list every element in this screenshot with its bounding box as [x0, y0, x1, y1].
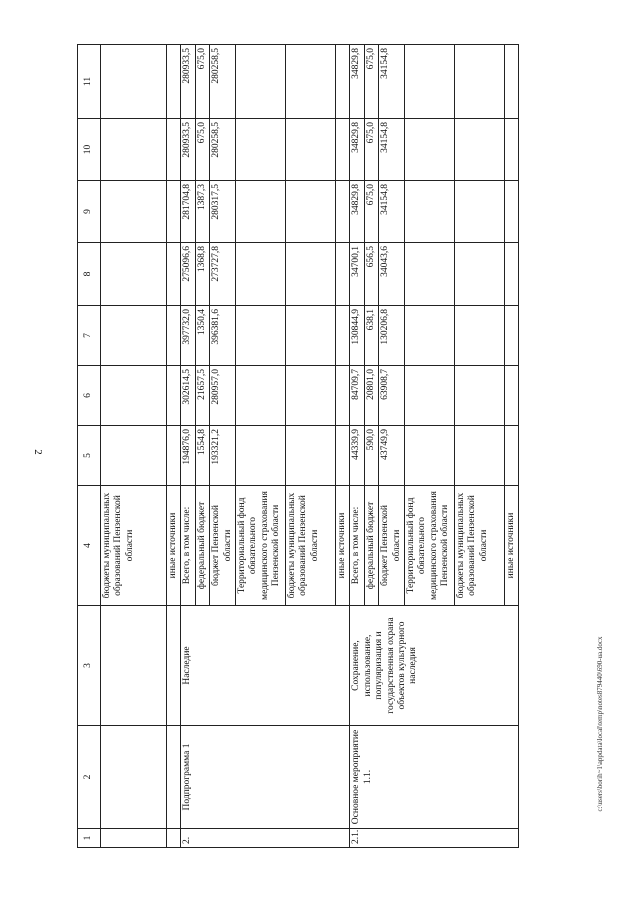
source-cell: Территориальный фонд обязательного медицинского страхования Пензенской области [235, 486, 285, 606]
footer-file-path: c:\users\borih~1\appdata\local\temp\notes879440\690-ua.docx [596, 636, 604, 812]
value-cell: 130844,9 [350, 306, 364, 366]
col-header: 6 [78, 366, 101, 426]
value-cell [285, 366, 335, 426]
col-header: 5 [78, 426, 101, 486]
value-cell [454, 119, 504, 181]
value-cell: 34154,8 [379, 119, 405, 181]
table-row [350, 45, 364, 848]
col-header: 10 [78, 119, 101, 181]
value-cell: 34829,8 [350, 119, 364, 181]
value-cell: 275096,6 [181, 243, 195, 306]
value-cell: 193321,2 [210, 426, 236, 486]
value-cell: 302614,5 [181, 366, 195, 426]
col-header: 11 [78, 45, 101, 119]
value-cell [454, 243, 504, 306]
subprogram-table [180, 44, 350, 848]
value-cell [285, 243, 335, 306]
value-cell: 34700,1 [350, 243, 364, 306]
col-header: 3 [78, 606, 101, 726]
source-cell: федеральный бюджет [364, 486, 378, 606]
value-cell [335, 366, 349, 426]
source-cell: иные источники [167, 486, 181, 606]
source-cell: бюджеты муниципальных образований Пензенской области [101, 486, 167, 606]
value-cell [504, 366, 518, 426]
program-desc-cell: Наследие [181, 606, 350, 726]
value-cell: 656,5 [364, 243, 378, 306]
value-cell: 675,0 [364, 45, 378, 119]
value-cell [285, 306, 335, 366]
value-cell: 280317,5 [210, 181, 236, 243]
value-cell [454, 366, 504, 426]
value-cell [235, 366, 285, 426]
value-cell: 34154,8 [379, 45, 405, 119]
source-cell: иные источники [335, 486, 349, 606]
value-cell [454, 306, 504, 366]
col-header: 2 [78, 726, 101, 829]
value-cell [404, 45, 454, 119]
value-cell [335, 45, 349, 119]
row-number-cell: 2.1. [350, 829, 519, 848]
value-cell [454, 426, 504, 486]
value-cell: 675,0 [364, 119, 378, 181]
value-cell: 194876,0 [181, 426, 195, 486]
value-cell: 397732,0 [181, 306, 195, 366]
value-cell: 84709,7 [350, 366, 364, 426]
col-header: 4 [78, 486, 101, 606]
value-cell [235, 45, 285, 119]
value-cell [504, 181, 518, 243]
value-cell: 675,0 [195, 45, 209, 119]
value-cell [404, 306, 454, 366]
value-cell: 130206,8 [379, 306, 405, 366]
value-cell [335, 306, 349, 366]
source-cell: бюджеты муниципальных образований Пензенской области [454, 486, 504, 606]
source-cell: федеральный бюджет [195, 486, 209, 606]
value-cell [285, 119, 335, 181]
value-cell: 638,1 [364, 306, 378, 366]
value-cell: 280258,5 [210, 45, 236, 119]
value-cell [504, 306, 518, 366]
value-cell: 44339,9 [350, 426, 364, 486]
value-cell [454, 45, 504, 119]
value-cell: 590,0 [364, 426, 378, 486]
value-cell [335, 243, 349, 306]
value-cell [504, 45, 518, 119]
value-cell: 281704,8 [181, 181, 195, 243]
row-number-cell: 2. [181, 829, 350, 848]
value-cell [235, 181, 285, 243]
value-cell [454, 181, 504, 243]
value-cell: 273727,8 [210, 243, 236, 306]
value-cell: 34154,8 [379, 181, 405, 243]
value-cell [285, 426, 335, 486]
table-row [101, 45, 167, 848]
col-header: 8 [78, 243, 101, 306]
value-cell [235, 426, 285, 486]
value-cell: 280258,5 [210, 119, 236, 181]
value-cell: 1350,4 [195, 306, 209, 366]
budget-table [77, 44, 181, 848]
value-cell: 34829,8 [350, 45, 364, 119]
table-rotator [77, 45, 572, 848]
table-row [167, 45, 181, 848]
value-cell: 21657,5 [195, 366, 209, 426]
col-header: 7 [78, 306, 101, 366]
program-desc-cell: Сохранение, использование, популяризация и государственная охрана объектов культурного наследия [350, 606, 519, 726]
value-cell [404, 426, 454, 486]
value-cell [504, 243, 518, 306]
value-cell [404, 181, 454, 243]
value-cell: 675,0 [195, 119, 209, 181]
col-header: 9 [78, 181, 101, 243]
value-cell [235, 243, 285, 306]
value-cell: 1368,8 [195, 243, 209, 306]
value-cell [235, 306, 285, 366]
value-cell [335, 119, 349, 181]
page-number: 2 [32, 449, 44, 455]
value-cell [335, 426, 349, 486]
value-cell [235, 119, 285, 181]
value-cell [404, 119, 454, 181]
value-cell [285, 45, 335, 119]
table-row [181, 45, 195, 848]
source-cell: Всего, в том числе: [181, 486, 195, 606]
source-cell: бюджет Пензенской области [210, 486, 236, 606]
value-cell: 20801,0 [364, 366, 378, 426]
program-name-cell: Подпрограмма 1 [181, 726, 350, 829]
value-cell: 1387,3 [195, 181, 209, 243]
value-cell: 34829,8 [350, 181, 364, 243]
value-cell: 1554,8 [195, 426, 209, 486]
value-cell: 43749,9 [379, 426, 405, 486]
value-cell: 396381,6 [210, 306, 236, 366]
source-cell: Территориальный фонд обязательного медицинского страхования Пензенской области [404, 486, 454, 606]
value-cell: 675,0 [364, 181, 378, 243]
value-cell [504, 119, 518, 181]
value-cell [504, 426, 518, 486]
value-cell [404, 366, 454, 426]
value-cell [335, 181, 349, 243]
value-cell: 34043,6 [379, 243, 405, 306]
value-cell [285, 181, 335, 243]
program-name-cell: Основное мероприятие 1.1. [350, 726, 519, 829]
column-number-row [78, 45, 101, 848]
activity-table [349, 44, 519, 848]
value-cell: 280933,5 [181, 119, 195, 181]
value-cell [404, 243, 454, 306]
value-cell: 280933,5 [181, 45, 195, 119]
rotated-table-sheet [77, 45, 572, 848]
value-cell: 63908,7 [379, 366, 405, 426]
source-cell: Всего, в том числе: [350, 486, 364, 606]
value-cell: 280957,0 [210, 366, 236, 426]
source-cell: бюджеты муниципальных образований Пензенской области [285, 486, 335, 606]
col-header: 1 [78, 829, 101, 848]
source-cell: иные источники [504, 486, 518, 606]
source-cell: бюджет Пензенской области [379, 486, 405, 606]
